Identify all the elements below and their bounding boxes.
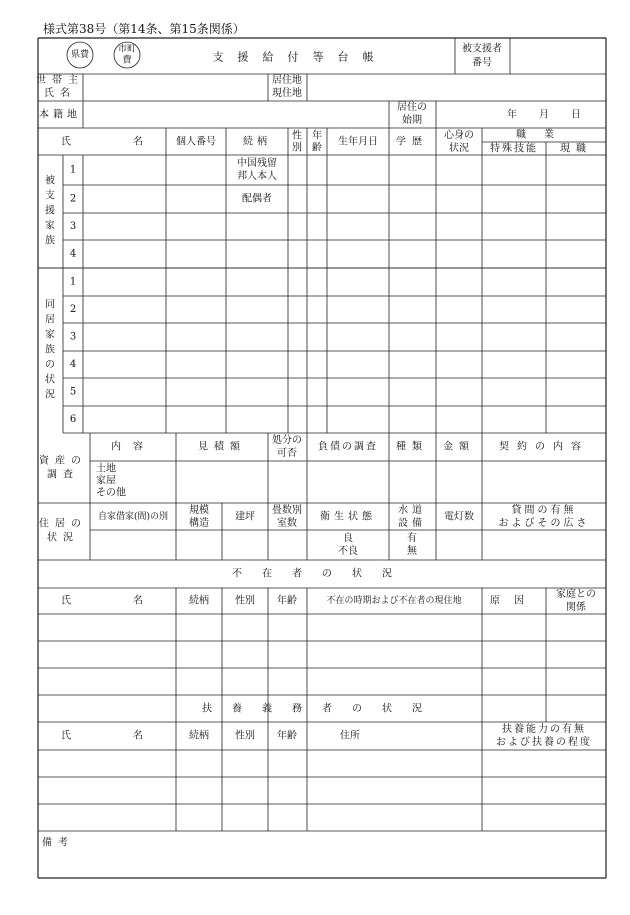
supporters-capacity-label: 扶養能力の有無 [502, 724, 586, 735]
absentees-sex-label: 性別 [235, 595, 255, 607]
assets-content-label: 内容 [111, 441, 155, 453]
absentees-period-label: 不在の時期および不在者の現住地 [326, 596, 462, 606]
row-number: 3 [69, 331, 77, 343]
assets-debt-label: 負債の調査 [318, 441, 378, 453]
assets-kind-label: 種類 [396, 441, 428, 453]
supporters-capacity-label: および扶養の程度 [496, 737, 592, 748]
absentees-reason-label: 原因 [490, 595, 538, 607]
housing-water-label: 設備 [398, 518, 426, 529]
housing-water-values: 無 [407, 546, 417, 557]
supporters-relation-label: 続柄 [189, 730, 209, 742]
column-health-label: 心身の [444, 130, 474, 141]
assets-estimate-label: 見積額 [198, 441, 246, 453]
row-number: 1 [69, 276, 77, 288]
supporters-title: 扶養義務者の状況 [202, 703, 442, 715]
cohabiting-family-label: 家 [45, 329, 55, 341]
cohabiting-family-label: 同 [45, 299, 55, 311]
housing-sanitation-label: 衛生状態 [320, 511, 376, 523]
housing-sanitation-values: 不良 [338, 546, 358, 557]
prefecture-stamp-label: 県費 [70, 50, 90, 60]
asset-item-label: 土地 [96, 463, 116, 475]
supported-family-label: 族 [45, 235, 55, 247]
housing-floor-area-label: 建坪 [235, 511, 255, 523]
domicile-label: 本籍地 [39, 109, 81, 121]
absentees-name-label: 名 [133, 595, 143, 607]
column-sex-label: 性 [292, 130, 302, 142]
supported-family-label: 家 [45, 220, 55, 232]
asset-item-label: その他 [96, 487, 126, 499]
row-number: 5 [69, 386, 77, 398]
assets-label: 調査 [47, 469, 79, 481]
assets-contract-label: 契約の内容 [499, 441, 589, 453]
assets-disposable-label: 処分の [272, 435, 302, 446]
absentees-family-relation-label: 関係 [566, 602, 586, 613]
housing-rooms-label: 畳数別 [272, 505, 302, 516]
assets-label: 資産の [39, 455, 87, 467]
absentees-family-relation-label: 家庭との [556, 589, 596, 600]
supported-family-label: 支 [45, 190, 55, 202]
column-health-label: 状況 [449, 143, 469, 154]
column-age-label: 年 [312, 130, 322, 142]
table-grid [38, 38, 606, 878]
cohabiting-family-label: 状 [45, 374, 55, 386]
housing-ownership-label: 自家借家(間)の別 [97, 512, 169, 522]
housing-label: 状況 [47, 532, 79, 544]
row-number: 6 [69, 414, 77, 425]
city-stamp-label: 費 [122, 55, 132, 66]
row-number: 4 [69, 248, 77, 260]
assets-disposable-label: 可否 [277, 448, 297, 459]
residence-start-label: 始期 [402, 115, 422, 126]
column-name-label: 氏 [61, 136, 71, 148]
absentees-name-label: 氏 [61, 595, 71, 607]
supporters-name-label: 氏 [61, 730, 71, 742]
column-relation-label: 続柄 [243, 136, 271, 148]
residence-label: 現住地 [272, 88, 302, 99]
supported-family-label: 被 [45, 175, 55, 187]
row-number: 2 [69, 304, 77, 315]
column-sex-label: 別 [292, 142, 302, 154]
city-stamp-label: 市町 [117, 44, 137, 55]
household-head-label: 世帯主 [36, 75, 84, 86]
ledger-title: 支援給付等台帳 [212, 50, 388, 64]
column-birth-label: 生年月日 [338, 136, 378, 148]
cohabiting-family-label: 居 [45, 314, 55, 326]
housing-lending-label: 貸間の有無 [511, 505, 577, 516]
column-name-label: 名 [133, 136, 143, 148]
column-education-label: 学歴 [396, 136, 428, 148]
residence-start-label: 居住の [397, 102, 427, 113]
absentees-relation-label: 続柄 [189, 595, 209, 607]
absentees-title: 不在者の状況 [232, 568, 412, 580]
relation-value: 配偶者 [242, 193, 272, 205]
table-labels [36, 42, 596, 849]
supporters-sex-label: 性別 [235, 730, 255, 742]
remarks-label: 備考 [42, 837, 74, 849]
row-number: 3 [69, 221, 77, 232]
residence-label: 居住地 [272, 75, 302, 86]
column-age-label: 齢 [312, 142, 322, 154]
recipient-number-label: 被支援者 [462, 43, 502, 55]
form-number-label: 様式第38号（第14条、第15条関係） [43, 22, 245, 36]
housing-water-values: 有 [407, 533, 417, 544]
recipient-number-label: 番号 [472, 57, 492, 69]
date-year-label: 年 [507, 109, 517, 121]
cohabiting-family-label: 況 [45, 389, 55, 401]
relation-value: 邦人本人 [237, 171, 277, 182]
cohabiting-family-label: の [45, 359, 55, 371]
supporters-address-label: 住所 [340, 730, 360, 742]
row-number: 2 [69, 193, 77, 205]
date-month-label: 月 [539, 109, 549, 121]
cohabiting-family-label: 族 [45, 344, 55, 356]
date-day-label: 日 [571, 109, 581, 121]
household-head-label: 氏名 [44, 88, 76, 99]
row-number: 4 [69, 359, 77, 370]
supporters-age-label: 年齢 [277, 730, 297, 742]
housing-structure-label: 構造 [189, 518, 209, 529]
housing-water-label: 水道 [398, 505, 426, 516]
relation-value: 中国残留 [237, 158, 277, 169]
supported-family-label: 援 [45, 205, 55, 217]
housing-lamps-label: 電灯数 [444, 511, 474, 523]
assets-amount-label: 金額 [443, 441, 475, 453]
column-current-job-label: 現職 [560, 143, 592, 155]
asset-item-label: 家屋 [96, 475, 116, 487]
absentees-age-label: 年齢 [277, 595, 297, 607]
housing-structure-label: 規模 [189, 505, 209, 516]
column-occupation-label: 職業 [516, 129, 572, 141]
housing-sanitation-values: 良 [343, 533, 353, 544]
housing-rooms-label: 室数 [277, 518, 297, 529]
housing-label: 住居の [39, 518, 87, 530]
housing-lending-label: およびその広さ [498, 518, 590, 529]
column-id-label: 個人番号 [176, 136, 216, 148]
row-number: 1 [69, 164, 77, 176]
column-skill-label: 特殊技能 [490, 143, 538, 155]
supporters-name-label: 名 [133, 730, 143, 742]
